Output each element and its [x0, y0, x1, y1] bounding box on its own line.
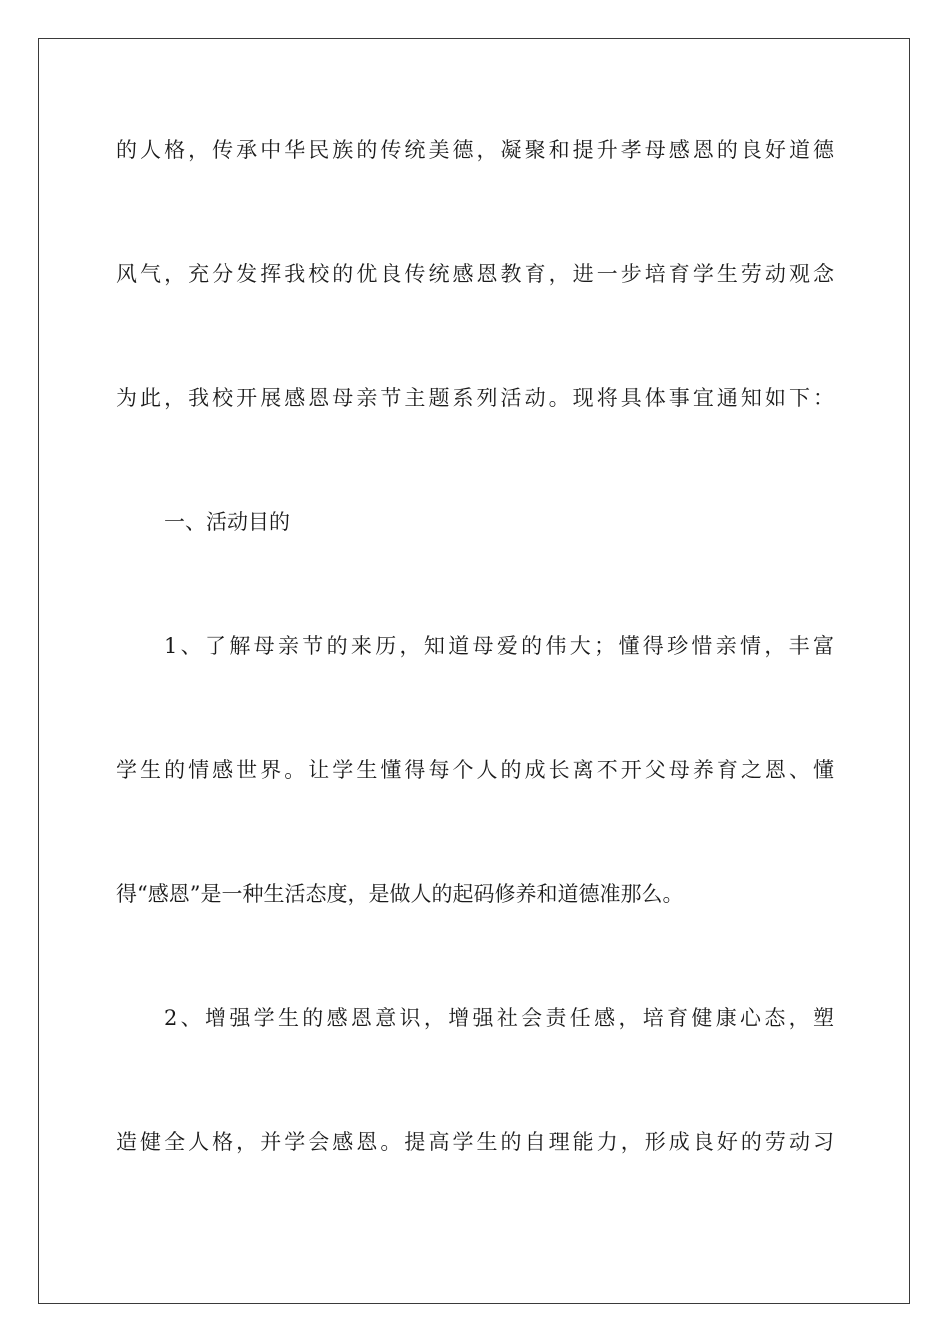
paragraph-line: 为此，我校开展感恩母亲节主题系列活动。现将具体事宜通知如下： [116, 386, 834, 410]
paragraph-line: 得“感恩”是一种生活态度，是做人的起码修养和道德准那么。 [116, 882, 684, 906]
paragraph-line: 造健全人格，并学会感恩。提高学生的自理能力，形成良好的劳动习 [116, 1130, 834, 1154]
paragraph-line: 1、了解母亲节的来历，知道母爱的伟大；懂得珍惜亲情，丰富 [164, 634, 834, 658]
paragraph-line: 学生的情感世界。让学生懂得每个人的成长离不开父母养育之恩、懂 [116, 758, 834, 782]
section-heading: 一、活动目的 [164, 510, 290, 534]
page-border [38, 38, 910, 1304]
paragraph-line: 的人格，传承中华民族的传统美德，凝聚和提升孝母感恩的良好道德 [116, 138, 834, 162]
paragraph-line: 2、增强学生的感恩意识，增强社会责任感，培育健康心态，塑 [164, 1006, 834, 1030]
paragraph-line: 风气，充分发挥我校的优良传统感恩教育，进一步培育学生劳动观念 [116, 262, 834, 286]
